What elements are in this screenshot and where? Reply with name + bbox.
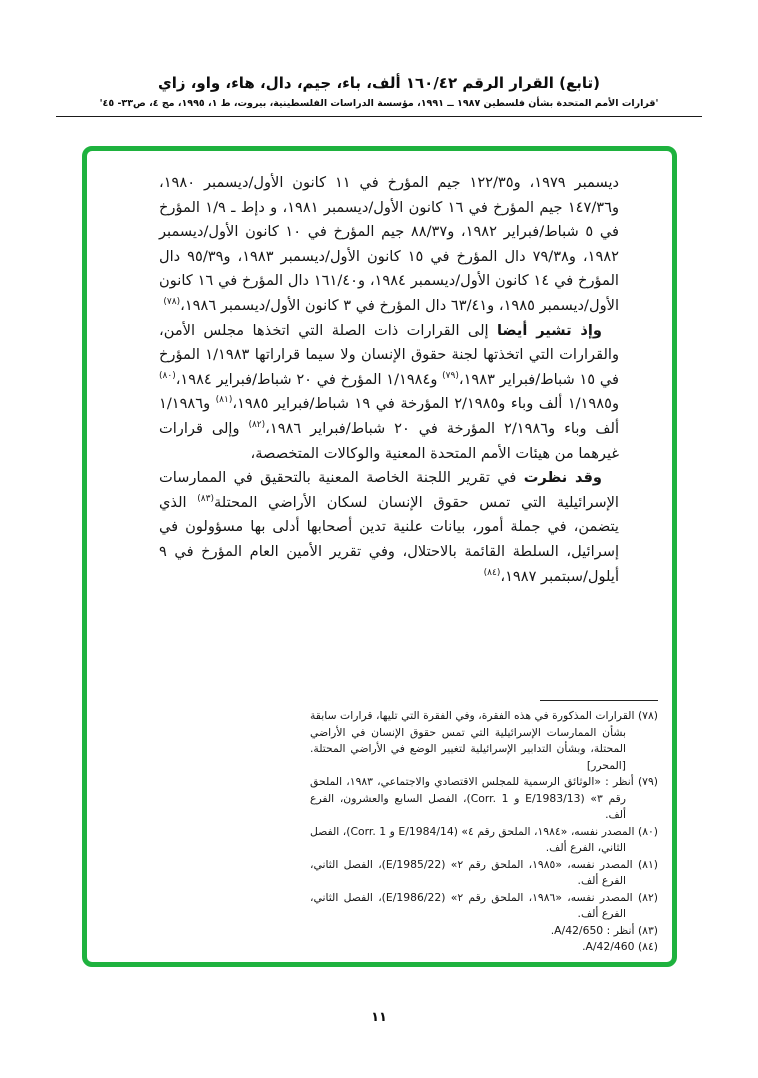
green-frame [82,146,677,967]
footnote-item [310,824,658,857]
footnote-item [310,923,658,940]
source-citation: 'قرارات الأمم المتحدة بشأن فلسطين ١٩٨٧ ــ ١٩٩١، مؤسسة الدراسات الفلسطينية، بيروت، ط ١، ١٩٩٥، مج ٤، ص٣٣- ٤٥' [99,98,659,109]
body-paragraph: وإذ تشير أيضا إلى القرارات ذات الصلة التي اتخذها مجلس الأمن، والقرارات التي اتخذتها لجنة حقوق الإنسان ولا سيما قراراتها ١/١٩٨٣ المؤرخ في ١٥ شباط/فبراير ١٩٨٣،$^{(٧٩)}$ و١/١٩٨٤ المؤرخ في ٢٠ شباط/فبراير ١٩٨٤،$^{(٨٠)}$ و١/١٩٨٥ ألف وباء و٢/١٩٨٥ المؤرخة في ١٩ شباط/فبراير ١٩٨٥،$^{(٨١)}$ و١/١٩٨٦ ألف وباء و٢/١٩٨٦ المؤرخة في ٢٠ شباط/فبراير ١٩٨٦،$^{(٨٢)}$ وإلى قرارات غيرهما من هيئات الأمم المتحدة المعنية والوكالات المتخصصة، [159,321,620,462]
page-number: ١١ [371,1010,387,1025]
footnote-text: المصدر نفسه، «١٩٨٤، الملحق رقم ٤» (E/1984/14 و Corr. 1)، الفصل الثاني، الفرع ألف. [310,824,635,854]
footnote-number: (٨٠) [634,824,659,838]
footnote-item [310,708,658,774]
footnote-reference: (٨٤) [483,567,501,578]
footnote-item [310,857,658,890]
footnote-text: أنظر : A/42/650. [550,923,635,937]
footnote-text: المصدر نفسه، «١٩٨٦، الملحق رقم ٢» (E/1986/22)، الفصل الثاني، الفرع ألف. [310,890,633,920]
footnote-reference: (٨٠) [159,370,176,381]
footnote-item [310,890,658,923]
footnotes-block [310,700,658,956]
footnote-reference: (٧٨) [163,297,181,308]
footnote-text: المصدر نفسه، «١٩٨٥، الملحق رقم ٢» (E/1985/22)، الفصل الثاني، الفرع ألف. [310,857,633,887]
body-paragraph: وقد نظرت في تقرير اللجنة الخاصة المعنية بالتحقيق في الممارسات الإسرائيلية التي تمس حقوق الإنسان لسكان الأراضي المحتلة$^{(٨٣)}$ الذي يتضمن، في جملة أمور، بيانات علنية تدين أصحابها أدلى بها مسؤولون في إسرائيل، السلطة القائمة بالاحتلال، وفي تقرير الأمين العام المؤرخ في ٩ أيلول/سبتمبر ١٩٨٧،$^{(٨٤)}$ [159,469,619,585]
header-divider [56,116,702,117]
footnote-reference: (٨١) [215,395,233,406]
footnote-text: القرارات المذكورة في هذه الفقرة، وفي الفقرة التي تليها، قرارات سابقة بشأن الممارسات الإسرائيلية التي تمس حقوق الإنسان في الأراضي المحتلة، وبشأن التدابير الإسرائيلية لتغيير الوضع في الأراضي المحتلة. [المحرر] [310,709,635,772]
footnote-reference: (٧٩) [442,370,459,381]
footnote-item [310,774,658,824]
footnote-number: (٨٤) [634,940,658,953]
footnote-number: (٧٨) [634,709,658,722]
body-paragraph: ديسمبر ١٩٧٩، و١٢٢/٣٥ جيم المؤرخ في ١١ كانون الأول/ديسمبر ١٩٨٠، و١٤٧/٣٦ جيم المؤرخ في ١٦ كانون الأول/ديسمبر ١٩٨١، و دإط ـ ١/٩ المؤرخ في ٥ شباط/فبراير ١٩٨٢، و٨٨/٣٧ جيم المؤرخ في ١٠ كانون الأول/ديسمبر ١٩٨٢، و٧٩/٣٨ دال المؤرخ في ١٥ كانون الأول/ديسمبر ١٩٨٣، و٩٥/٣٩ دال المؤرخ في ١٤ كانون الأول/ديسمبر ١٩٨٤، و١٦١/٤٠ دال المؤرخ في ١٦ كانون الأول/ديسمبر ١٩٨٥، و٦٣/٤١ دال المؤرخ في ٣ كانون الأول/ديسمبر ١٩٨٦،$^{(٧٨)}$ [159,174,620,314]
footnote-reference: (٨٢) [248,420,266,431]
footnote-reference: (٨٣) [197,493,214,504]
resolution-title: (تابع) القرار الرقم ١٦٠/٤٢ ألف، باء، جيم، دال، هاء، واو، زاي [157,74,601,92]
footnote-item [310,939,658,956]
footnote-number: (٧٩) [633,775,658,788]
page-header [0,0,758,117]
body-text-column [159,171,619,589]
footnote-text: A/42/460. [582,940,635,953]
footnote-number: (٨٢) [632,890,658,904]
footnote-number: (٨١) [632,857,658,871]
footnote-separator [540,700,658,701]
footnote-number: (٨٣) [634,923,658,937]
footnote-text: أنظر : «الوثائق الرسمية للمجلس الاقتصادي والاجتماعي، ١٩٨٣، الملحق رقم ٣» (E/1983/13 و Corr. 1)، الفصل السابع والعشرون، الفرع ألف. [310,775,634,821]
